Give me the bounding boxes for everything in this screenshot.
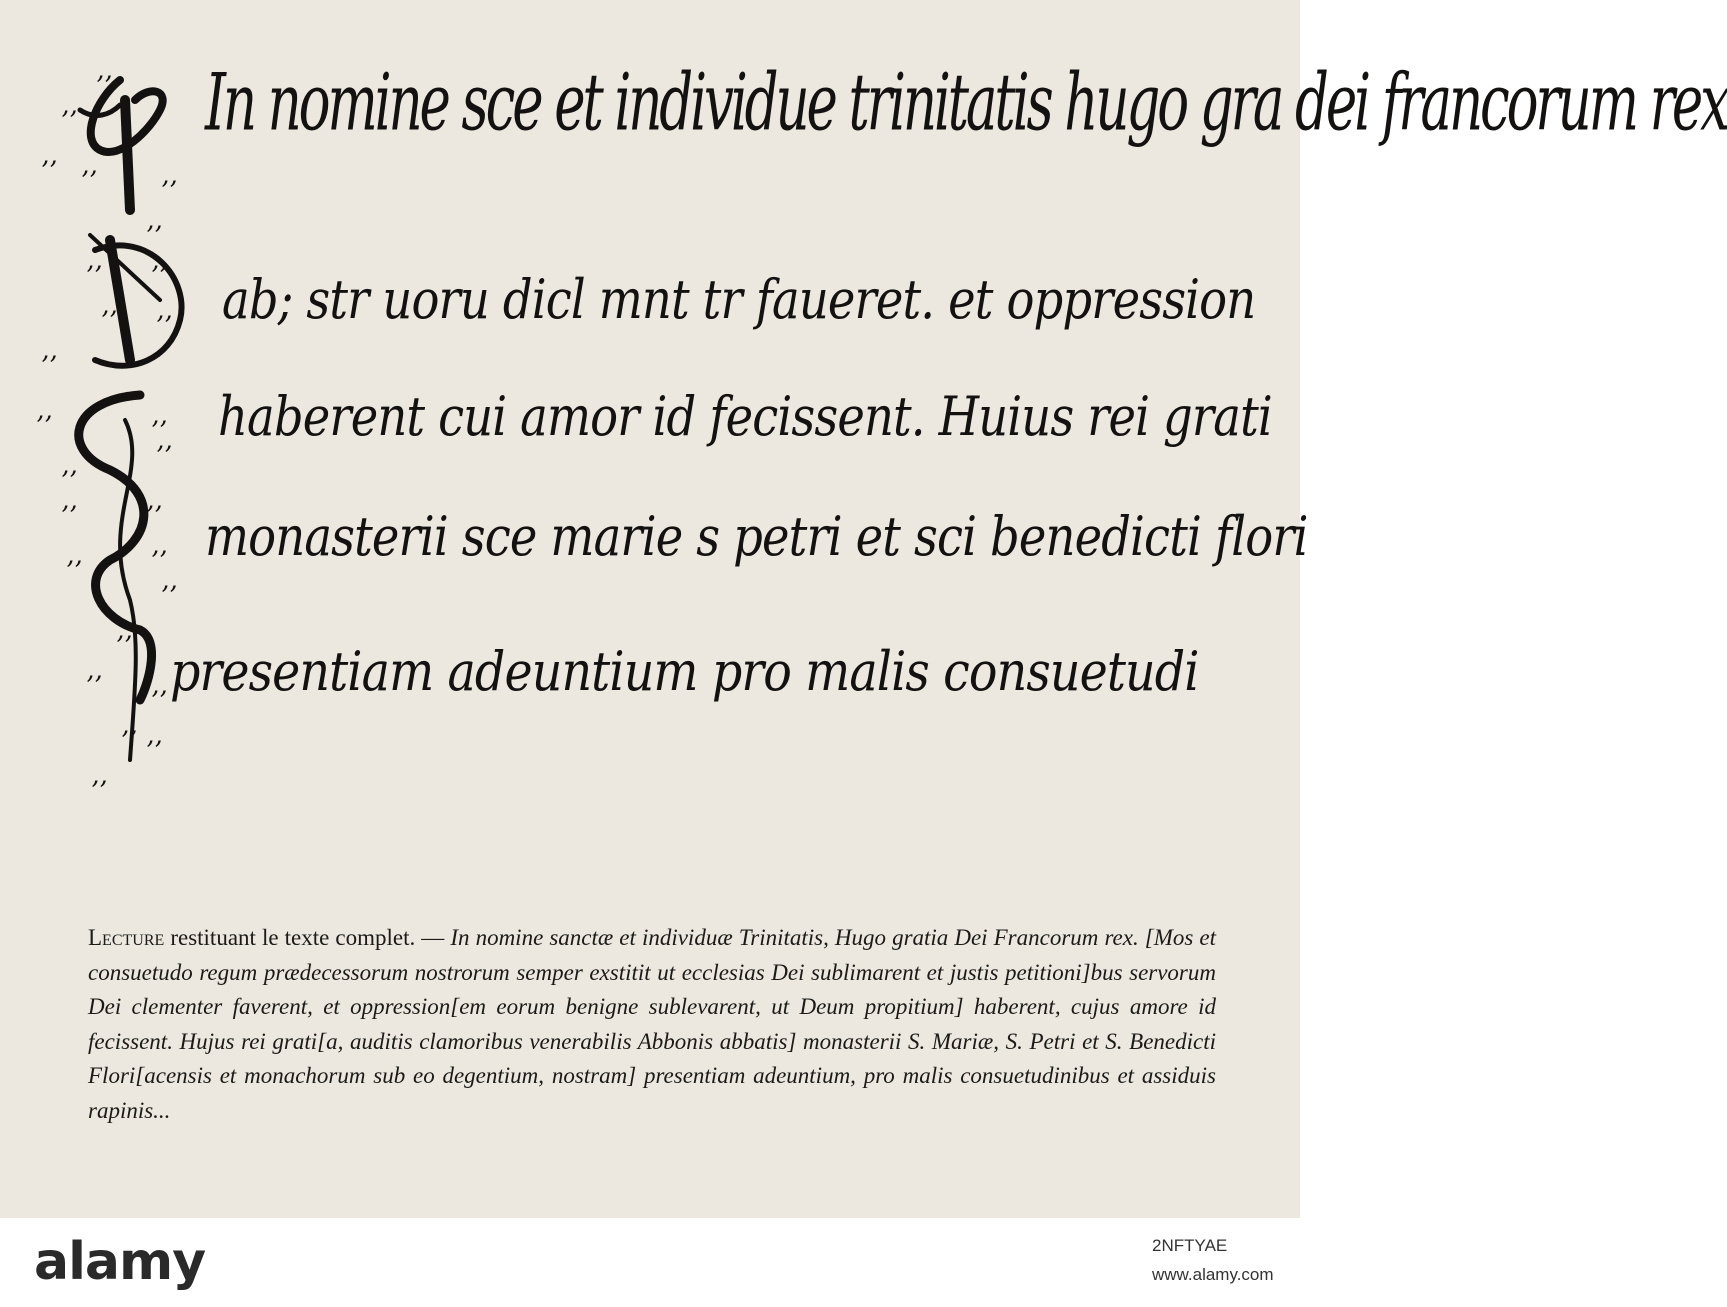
svg-text:ʼʼ: ʼʼ bbox=[100, 307, 117, 337]
alamy-logo: alamy bbox=[34, 1232, 206, 1292]
transcription-label: Lecture bbox=[88, 925, 165, 950]
svg-text:ʼʼ: ʼʼ bbox=[40, 157, 57, 187]
image-id: 2NFTYAE bbox=[1152, 1236, 1228, 1255]
transcription-paragraph bbox=[88, 921, 1216, 1129]
flourish-marks bbox=[35, 72, 177, 807]
manuscript-line-3: haberent cui amor id fecissent. Huius rei grati bbox=[218, 385, 1272, 448]
svg-text:ʼʼ: ʼʼ bbox=[35, 412, 52, 442]
decorated-initials bbox=[0, 0, 220, 860]
svg-text:ʼʼ: ʼʼ bbox=[160, 177, 177, 207]
svg-text:ʼʼ: ʼʼ bbox=[115, 632, 132, 662]
svg-text:ʼʼ: ʼʼ bbox=[150, 262, 167, 292]
svg-text:ʼʼ: ʼʼ bbox=[145, 737, 162, 767]
svg-text:ʼʼ: ʼʼ bbox=[95, 72, 112, 102]
site-url[interactable]: www.alamy.com bbox=[1152, 1265, 1274, 1284]
svg-text:ʼʼ: ʼʼ bbox=[85, 672, 102, 702]
manuscript-line-2: ab; str uoru dicl mnt tr faueret. et oppression bbox=[222, 268, 1256, 331]
svg-text:ʼʼ: ʼʼ bbox=[60, 502, 77, 532]
svg-text:ʼʼ: ʼʼ bbox=[150, 417, 167, 447]
manuscript-line-1: In nomine sce et individue trinitatis hugo gra dei francorum rex bbox=[205, 58, 1727, 149]
initial-s-serpent bbox=[79, 395, 152, 760]
transcription-intro: restituant le texte complet. — bbox=[164, 925, 451, 950]
svg-text:ʼʼ: ʼʼ bbox=[65, 557, 82, 587]
svg-text:ʼʼ: ʼʼ bbox=[145, 222, 162, 252]
transcription-text: In nomine sanctæ et individuæ Trinitatis, Hugo gratia Dei Francorum rex. [Mos et consuetudo regum prædecessorum nostrorum semper exstitit ut ecclesias Dei sublimarent et justis petitioni]bus servorum Dei clementer faverent, et oppression[em eorum benigne sublevarent, ut Deum propitium] haberent, cujus amore id fecissent. Hujus rei grati[a, auditis clamoribus venerabilis Abbonis abbatis] monasterii S. Mariæ, S. Petri et S. Benedicti Flori[acensis et monachorum sub eo degentium, nostram] presentiam adeuntium, pro malis consuetudinibus et assiduis rapinis... bbox=[88, 925, 1216, 1123]
svg-text:ʼʼ: ʼʼ bbox=[60, 107, 77, 137]
svg-text:ʼʼ: ʼʼ bbox=[80, 167, 97, 197]
svg-text:ʼʼ: ʼʼ bbox=[90, 777, 107, 807]
svg-text:ʼʼ: ʼʼ bbox=[40, 352, 57, 382]
svg-text:ʼʼ: ʼʼ bbox=[150, 547, 167, 577]
initial-d bbox=[90, 235, 182, 366]
svg-text:ʼʼ: ʼʼ bbox=[85, 262, 102, 292]
svg-text:ʼʼ: ʼʼ bbox=[155, 442, 172, 472]
manuscript-line-5: presentiam adeuntium pro malis consuetudi bbox=[170, 640, 1199, 703]
svg-text:ʼʼ: ʼʼ bbox=[145, 502, 162, 532]
svg-text:ʼʼ: ʼʼ bbox=[155, 312, 172, 342]
svg-text:ʼʼ: ʼʼ bbox=[60, 467, 77, 497]
svg-text:ʼʼ: ʼʼ bbox=[150, 687, 167, 717]
svg-text:ʼʼ: ʼʼ bbox=[120, 727, 137, 757]
svg-text:ʼʼ: ʼʼ bbox=[160, 582, 177, 612]
manuscript-line-4: monasterii sce marie s petri et sci benedicti flori bbox=[205, 505, 1308, 568]
